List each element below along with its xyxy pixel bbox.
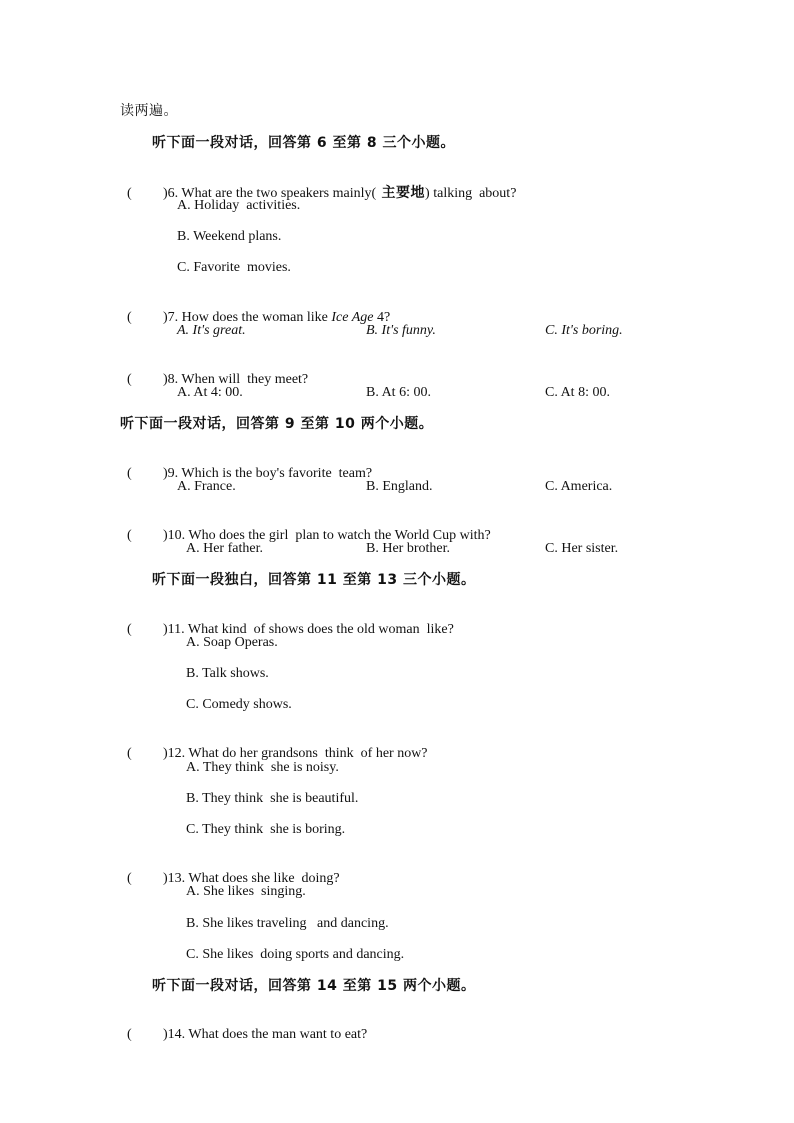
option-a: A. Soap Operas.: [186, 635, 278, 650]
option-c: C. They think she is boring.: [186, 822, 346, 837]
option-c: C. Her sister.: [545, 541, 619, 556]
question-stem-pre: )6. What are the two speakers mainly(: [163, 186, 377, 201]
answer-blank: (: [127, 310, 132, 325]
option-b: B. They think she is beautiful.: [186, 791, 359, 806]
option-b: B. She likes traveling and dancing.: [186, 916, 389, 931]
question-14: [120, 1008, 367, 1044]
option-b: B. Talk shows.: [186, 666, 269, 681]
answer-blank: (: [127, 466, 132, 481]
section-heading: 听下面一段对话，回答第 14 至第 15 两个小题。: [152, 978, 476, 994]
option-b: B. At 6: 00.: [366, 385, 431, 400]
option-a: A. It's great.: [177, 323, 246, 338]
question-7: [120, 291, 390, 327]
question-11: [120, 603, 454, 639]
question-stem: )10. Who does the girl plan to watch the World Cup with?: [163, 528, 491, 543]
answer-blank: (: [127, 871, 132, 886]
question-stem-post: 4?: [373, 310, 391, 325]
option-a: A. She likes singing.: [186, 884, 306, 899]
movie-title: Ice Age: [331, 310, 374, 325]
option-b: B. It's funny.: [366, 323, 436, 338]
option-b: B. Her brother.: [366, 541, 450, 556]
option-a: A. France.: [177, 479, 236, 494]
question-stem-pre: )7. How does the woman like: [163, 310, 332, 325]
option-a: A. Holiday activities.: [177, 198, 301, 213]
question-stem: )11. What kind of shows does the old woman like?: [163, 622, 454, 637]
option-a: A. They think she is noisy.: [186, 760, 339, 775]
answer-blank: (: [127, 186, 132, 201]
question-stem: )13. What does she like doing?: [163, 871, 340, 886]
option-c: C. Comedy shows.: [186, 697, 292, 712]
answer-blank: (: [127, 746, 132, 761]
question-stem: )8. When will they meet?: [163, 372, 309, 387]
question-stem: )9. Which is the boy's favorite team?: [163, 466, 373, 481]
option-c: C. She likes doing sports and dancing.: [186, 947, 405, 962]
section-heading: 听下面一段独白，回答第 11 至第 13 三个小题。: [152, 572, 476, 588]
answer-blank: (: [127, 528, 132, 543]
section-heading: 听下面一段对话，回答第 6 至第 8 三个小题。: [152, 135, 455, 151]
answer-blank: (: [127, 622, 132, 637]
option-b: B. England.: [366, 479, 433, 494]
option-c: C. Favorite movies.: [177, 260, 291, 275]
question-stem: )14. What does the man want to eat?: [163, 1027, 368, 1042]
question-9: [120, 447, 372, 483]
question-stem-zh: 主要地: [376, 185, 426, 201]
option-a: A. At 4: 00.: [177, 385, 243, 400]
answer-blank: (: [127, 372, 132, 387]
option-a: A. Her father.: [186, 541, 263, 556]
instruction-text: 读两遍。: [120, 103, 178, 119]
answer-blank: (: [127, 1027, 132, 1042]
option-c: C. America.: [545, 479, 613, 494]
question-stem-post: ) talking about?: [425, 186, 517, 201]
section-heading: 听下面一段对话，回答第 9 至第 10 两个小题。: [120, 416, 434, 432]
option-b: B. Weekend plans.: [177, 229, 282, 244]
option-c: C. At 8: 00.: [545, 385, 610, 400]
question-12: [120, 727, 428, 763]
option-c: C. It's boring.: [545, 323, 623, 338]
question-stem: )12. What do her grandsons think of her now?: [163, 746, 428, 761]
